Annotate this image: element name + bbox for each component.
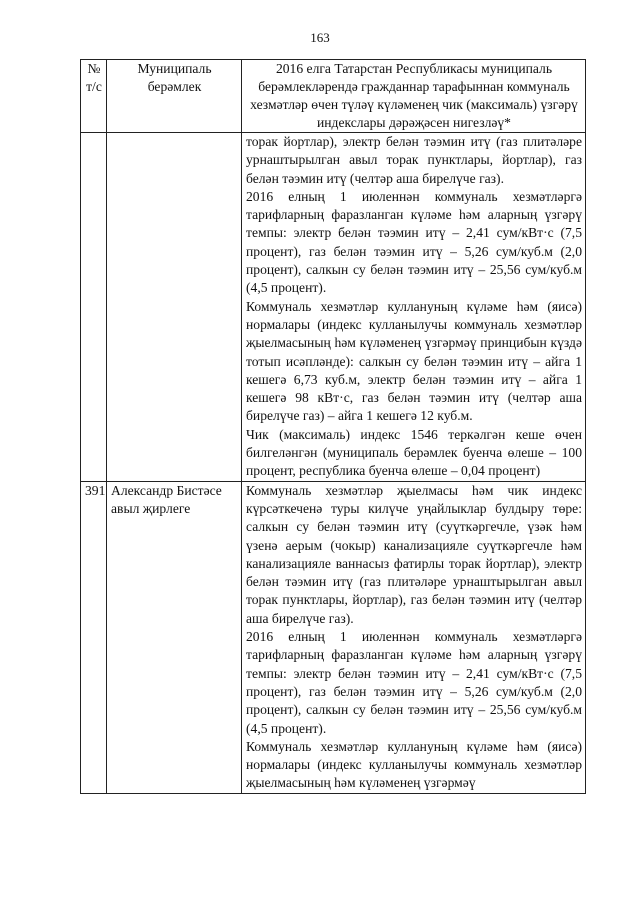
description-paragraph: Чик (максималь) индекс 1546 теркәлгән кеше өчен билгеләнгән (муниципаль берәмлек буенча өлеше – 100 процент, республика буенча өлеше – 0,04 процент) (246, 426, 582, 479)
row-number: 391 (81, 481, 107, 793)
row-description (242, 481, 586, 793)
header-description: 2016 елга Татарстан Республикасы муниципаль берәмлекләрендә гражданнар тарафыннан коммуналь хезмәтләр өчен түләү күләменең чик (максималь) үзгәрү индекслары дәрәҗәсен нигезләү* (242, 60, 586, 133)
description-paragraph: 2016 елның 1 июленнән коммуналь хезмәтләргә тарифларның фаразланган күләме һәм аларның үзгәрү темпы: электр белән тәэмин итү – 2,41 сум/кВт·с (7,5 процент), газ белән тәэмин итү – 5,26 сум/куб.м (2,0 процент), салкын су белән тәэмин итү – 25,56 сум/куб.м (4,5 процент). (246, 188, 582, 296)
index-table (80, 59, 586, 794)
table-row (81, 133, 586, 482)
description-paragraph: торак йортлар), электр белән тәэмин итү (газ плитәләре урнаштырылган авыл торак пунктлары, йортлар), газ белән тәэмин итү (челтәр аша бирелүче газ). (246, 134, 582, 186)
description-paragraph: 2016 елның 1 июленнән коммуналь хезмәтләргә тарифларның фаразланган күләме һәм аларның үзгәрү темпы: электр белән тәэмин итү – 2,41 сум/кВт·с (7,5 процент), газ белән тәэмин итү – 5,26 сум/куб.м (2,0 процент), салкын су белән тәэмин итү – 25,56 сум/куб.м (4,5 процент). (246, 629, 582, 736)
header-municipality: Муниципаль берәмлек (107, 60, 242, 133)
page-number: 163 (310, 30, 330, 45)
description-paragraph: Коммуналь хезмәтләр җыелмасы һәм чик индекс күрсәткеченә туры килүче уңайлыклар булдыру төре: салкын су белән тәэмин итү (суүткәргечле, үзәк һәм үзенә аерым (чокыр) канализацияле суүткәргечле һәм канализацияле ваннасыз фатирлы торак йортлар), электр белән тәэмин итү (газ плитәләре урнаштырылган авыл торак пунктлары, йортлар), газ белән тәэмин итү (челтәр аша бирелүче газ). (246, 482, 582, 626)
description-paragraph: Коммуналь хезмәтләр куллануның күләме һәм (яисә) нормалары (индекс кулланылучы коммуналь хезмәтләр җыелмасының һәм күләменең үзгәрмәү принцибын күздә тотып исәпләнде): салкын су белән тәэмин итү – айга 1 кешегә 6,73 куб.м, электр белән тәэмин итү – айга 1 кешегә 98 кВт·с, газ белән тәэмин итү (челтәр аша бирелүче газ) – айга 1 кешегә 12 куб.м. (246, 298, 582, 424)
row-municipality: Александр Бистәсе авыл җирлеге (107, 481, 242, 793)
header-number: № т/с (81, 60, 107, 133)
row-number (81, 133, 107, 482)
row-description (242, 133, 586, 482)
description-paragraph: Коммуналь хезмәтләр куллануның күләме һәм (яисә) нормалары (индекс кулланылучы коммуналь хезмәтләр җыелмасының һәм күләменең үзгәрмәү (246, 738, 582, 791)
row-municipality (107, 133, 242, 482)
table-row (81, 481, 586, 793)
table-header-row (81, 60, 586, 133)
